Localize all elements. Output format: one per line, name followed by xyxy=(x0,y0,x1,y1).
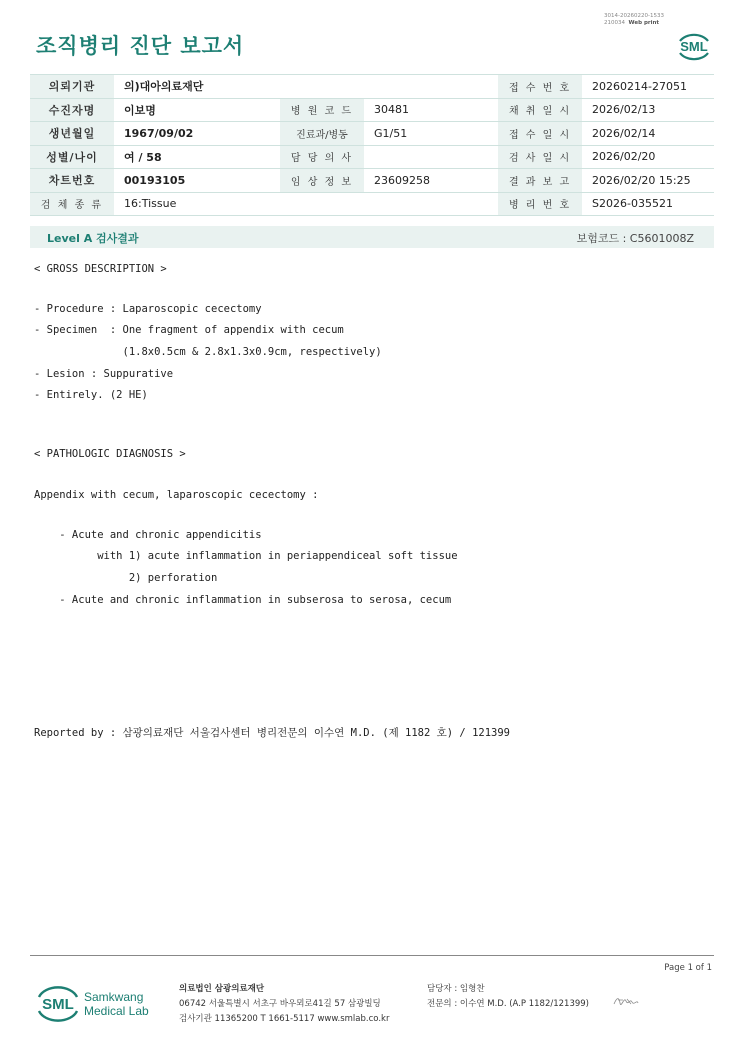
logo-text: SML xyxy=(680,39,708,54)
diagnosis-heading: < PATHOLOGIC DIAGNOSIS > xyxy=(34,448,186,460)
info-value: 20260214-27051 xyxy=(582,75,714,99)
info-value: 30481 xyxy=(364,98,498,122)
info-value: 2026/02/20 xyxy=(582,145,714,169)
info-label: 의뢰기관 xyxy=(30,75,114,99)
diagnosis-line: 2) perforation xyxy=(34,572,218,584)
signature-icon xyxy=(612,994,640,1008)
info-label: 검 사 일 시 xyxy=(498,145,582,169)
info-row xyxy=(30,169,714,193)
footer-divider xyxy=(30,955,714,956)
info-value: 2026/02/13 xyxy=(582,98,714,122)
gross-line: - Lesion : Suppurative xyxy=(34,368,174,380)
print-code: 3014-20260220-1533 210034 Web print xyxy=(604,13,664,26)
info-row xyxy=(30,75,714,99)
org-name: 의료법인 삼광의료재단 xyxy=(179,984,265,994)
org-address: 06742 서울특별시 서초구 바우뫼로41길 57 삼광빌딩 xyxy=(179,999,381,1009)
samkwang-logo-icon xyxy=(36,980,158,1026)
staff-label: 담당자 : xyxy=(427,984,458,994)
org-contact: 검사기관 11365200 T 1661-5117 www.smlab.co.kr xyxy=(179,1014,390,1024)
info-row xyxy=(30,145,714,169)
page-number: Page 1 of 1 xyxy=(664,963,712,973)
gross-line: - Procedure : Laparoscopic cecectomy xyxy=(34,303,262,315)
footer-logo-name: Medical Lab xyxy=(84,1004,149,1018)
info-row xyxy=(30,122,714,146)
info-value: 2026/02/20 15:25 xyxy=(582,169,714,193)
info-label: 임 상 정 보 xyxy=(280,169,364,193)
diagnosis-line: - Acute and chronic inflammation in subserosa to serosa, cecum xyxy=(34,594,452,606)
gross-line: - Entirely. (2 HE) xyxy=(34,389,148,401)
staff-value: 임형찬 xyxy=(459,984,485,994)
info-value xyxy=(364,145,498,169)
footer-logo-name: Samkwang xyxy=(84,990,144,1004)
info-label: 수진자명 xyxy=(30,98,114,122)
info-label: 병 원 코 드 xyxy=(280,98,364,122)
info-row xyxy=(30,98,714,122)
sml-logo-icon xyxy=(674,27,714,63)
info-value: 00193105 xyxy=(114,169,280,193)
report-title: 조직병리 진단 보고서 xyxy=(36,34,245,58)
gross-line: - Specimen : One fragment of appendix with cecum xyxy=(34,324,344,336)
specialist-value: 이수연 M.D. (A.P 1182/121399) xyxy=(459,999,589,1009)
footer-staff xyxy=(427,982,589,1012)
diagnosis-line: - Acute and chronic appendicitis xyxy=(34,529,262,541)
gross-line: (1.8x0.5cm & 2.8x1.3x0.9cm, respectively) xyxy=(34,346,382,358)
info-label: 차트번호 xyxy=(30,169,114,193)
info-value: 여 / 58 xyxy=(114,145,280,169)
patient-info-table xyxy=(30,74,714,216)
info-label: 담 당 의 사 xyxy=(280,145,364,169)
info-label: 성별/나이 xyxy=(30,145,114,169)
info-label: 생년월일 xyxy=(30,122,114,146)
info-label: 진료과/병동 xyxy=(280,122,364,146)
info-label: 채 취 일 시 xyxy=(498,98,582,122)
insurance-code: 보험코드 : C5601008Z xyxy=(576,232,694,245)
footer-org-info xyxy=(179,982,389,1027)
info-label: 접 수 일 시 xyxy=(498,122,582,146)
result-level: Level A 검사결과 xyxy=(47,232,139,245)
result-level-bar xyxy=(30,226,714,248)
info-value: S2026-035521 xyxy=(582,192,714,216)
gross-heading: < GROSS DESCRIPTION > xyxy=(34,263,167,275)
info-label: 접 수 번 호 xyxy=(498,75,582,99)
footer-logo-text: SML xyxy=(42,996,74,1013)
info-row xyxy=(30,192,714,216)
info-value: 의)대아의료재단 xyxy=(114,75,498,99)
info-value: 2026/02/14 xyxy=(582,122,714,146)
specialist-label: 전문의 : xyxy=(427,999,458,1009)
info-value: 1967/09/02 xyxy=(114,122,280,146)
diagnosis-intro: Appendix with cecum, laparoscopic cecectomy : xyxy=(34,489,319,501)
info-value: 이보명 xyxy=(114,98,280,122)
info-value: 23609258 xyxy=(364,169,498,193)
info-label: 병 리 번 호 xyxy=(498,192,582,216)
info-value: 16:Tissue xyxy=(114,192,498,216)
diagnosis-line: with 1) acute inflammation in periappendiceal soft tissue xyxy=(34,550,458,562)
info-label: 결 과 보 고 xyxy=(498,169,582,193)
info-value: G1/51 xyxy=(364,122,498,146)
info-label: 검 체 종 류 xyxy=(30,192,114,216)
reported-by: Reported by : 삼광의료재단 서울검사센터 병리전문의 이수연 M.D. (제 1182 호) / 121399 xyxy=(34,727,511,739)
